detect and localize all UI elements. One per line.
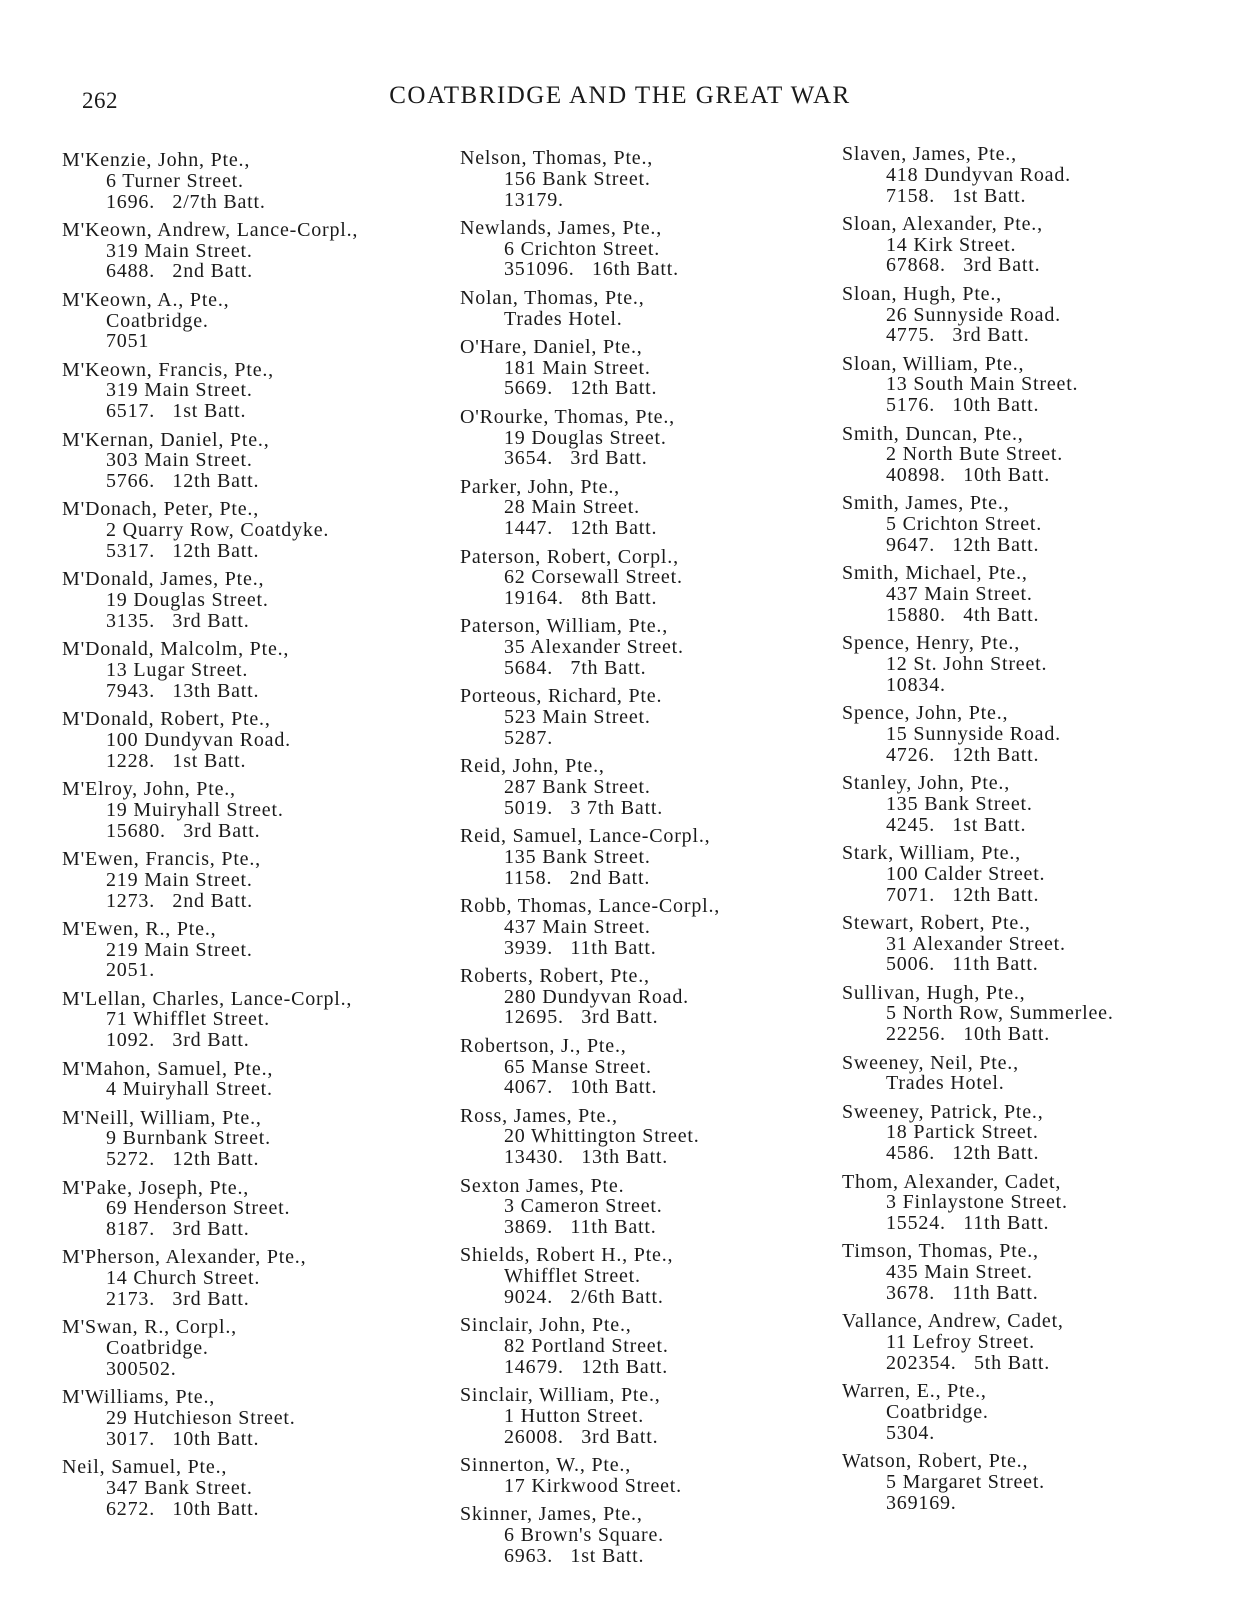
- soldier-service: 369169.: [886, 1491, 957, 1514]
- roll-entry: [842, 493, 1222, 555]
- soldier-service: 1158. 2nd Batt.: [504, 866, 651, 889]
- roll-entry: [460, 616, 840, 678]
- soldier-address: 31 Alexander Street.: [886, 932, 1066, 955]
- soldier-name: Smith, Duncan, Pte.,: [842, 422, 1024, 445]
- soldier-address: 4 Muiryhall Street.: [106, 1078, 273, 1101]
- soldier-address: Coatbridge.: [106, 1337, 209, 1360]
- soldier-address: 5 North Row, Summerlee.: [886, 1002, 1114, 1025]
- roll-entry: [460, 1036, 840, 1098]
- soldier-name: Thom, Alexander, Cadet,: [842, 1170, 1062, 1193]
- roll-entry: [62, 499, 442, 561]
- roll-entry: [842, 1102, 1222, 1164]
- soldier-address: Trades Hotel.: [504, 307, 623, 330]
- soldier-address: 280 Dundyvan Road.: [504, 985, 689, 1008]
- roll-entry: [460, 1176, 840, 1238]
- roll-entry: [842, 354, 1222, 416]
- soldier-service: 1273. 2nd Batt.: [106, 889, 253, 912]
- soldier-service: 15524. 11th Batt.: [886, 1212, 1050, 1235]
- soldier-service: 13430. 13th Batt.: [504, 1146, 669, 1169]
- running-title: COATBRIDGE AND THE GREAT WAR: [389, 82, 851, 109]
- soldier-name: Paterson, William, Pte.,: [460, 615, 669, 638]
- soldier-service: 2051.: [106, 959, 155, 982]
- soldier-name: Sullivan, Hugh, Pte.,: [842, 981, 1026, 1004]
- soldier-name: M'Pherson, Alexander, Pte.,: [62, 1246, 307, 1269]
- roll-entry: [460, 148, 840, 210]
- soldier-address: 523 Main Street.: [504, 706, 651, 729]
- soldier-service: 5176. 10th Batt.: [886, 394, 1040, 417]
- roll-entry: [460, 1504, 840, 1566]
- soldier-service: 7051: [106, 330, 150, 353]
- soldier-name: M'Elroy, John, Pte.,: [62, 778, 236, 801]
- soldier-name: Sweeney, Patrick, Pte.,: [842, 1100, 1044, 1123]
- soldier-service: 6488. 2nd Batt.: [106, 260, 253, 283]
- soldier-name: Watson, Robert, Pte.,: [842, 1450, 1029, 1473]
- soldier-name: O'Hare, Daniel, Pte.,: [460, 335, 643, 358]
- roll-entry: [460, 477, 840, 539]
- roll-entry: [842, 214, 1222, 276]
- page-number: 262: [82, 88, 118, 113]
- roll-entry: [842, 633, 1222, 695]
- soldier-address: 82 Portland Street.: [504, 1335, 669, 1358]
- roll-entry: [842, 983, 1222, 1045]
- soldier-name: Paterson, Robert, Corpl.,: [460, 545, 679, 568]
- roll-entry: [62, 1178, 442, 1240]
- roll-entry: [62, 919, 442, 981]
- soldier-address: 20 Whittington Street.: [504, 1125, 700, 1148]
- roll-entry: [62, 220, 442, 282]
- soldier-service: 19164. 8th Batt.: [504, 587, 658, 610]
- soldier-service: 26008. 3rd Batt.: [504, 1425, 659, 1448]
- soldier-address: 347 Bank Street.: [106, 1476, 253, 1499]
- roll-entry: [842, 144, 1222, 206]
- soldier-name: Sweeney, Neil, Pte.,: [842, 1051, 1019, 1074]
- roll-entry: [842, 1053, 1222, 1095]
- roll-entry: [842, 1311, 1222, 1373]
- soldier-address: 181 Main Street.: [504, 356, 651, 379]
- soldier-address: 18 Partick Street.: [886, 1121, 1039, 1144]
- soldier-name: Ross, James, Pte.,: [460, 1104, 618, 1127]
- roll-entry: [842, 563, 1222, 625]
- soldier-service: 6517. 1st Batt.: [106, 400, 247, 423]
- soldier-address: 15 Sunnyside Road.: [886, 722, 1061, 745]
- roll-entry: [62, 779, 442, 841]
- soldier-address: Whifflet Street.: [504, 1265, 641, 1288]
- soldier-name: Sinclair, John, Pte.,: [460, 1314, 632, 1337]
- soldier-name: Reid, Samuel, Lance-Corpl.,: [460, 825, 711, 848]
- soldier-service: 4775. 3rd Batt.: [886, 324, 1030, 347]
- soldier-service: 5684. 7th Batt.: [504, 657, 647, 680]
- roll-entry: [460, 966, 840, 1028]
- roll-entry: [842, 913, 1222, 975]
- roll-entry: [842, 843, 1222, 905]
- roll-entry: [62, 150, 442, 212]
- roll-entry: [62, 849, 442, 911]
- soldier-address: 3 Cameron Street.: [504, 1195, 663, 1218]
- soldier-address: 5 Crichton Street.: [886, 513, 1043, 536]
- soldier-service: 300502.: [106, 1357, 177, 1380]
- roll-entry: [842, 1381, 1222, 1443]
- soldier-address: 435 Main Street.: [886, 1261, 1033, 1284]
- roll-entry: [62, 360, 442, 422]
- soldier-name: M'Lellan, Charles, Lance-Corpl.,: [62, 987, 353, 1010]
- soldier-service: 5287.: [504, 726, 553, 749]
- soldier-service: 12695. 3rd Batt.: [504, 1006, 659, 1029]
- roll-entry: [62, 639, 442, 701]
- roll-entry: [62, 709, 442, 771]
- soldier-service: 4245. 1st Batt.: [886, 813, 1027, 836]
- soldier-name: M'Kernan, Daniel, Pte.,: [62, 428, 270, 451]
- roll-entry: [62, 989, 442, 1051]
- soldier-address: 3 Finlaystone Street.: [886, 1191, 1068, 1214]
- soldier-name: M'Keown, Francis, Pte.,: [62, 358, 274, 381]
- soldier-name: Sloan, William, Pte.,: [842, 352, 1025, 375]
- roll-entry: [460, 288, 840, 330]
- soldier-name: Stark, William, Pte.,: [842, 841, 1021, 864]
- soldier-name: M'Swan, R., Corpl.,: [62, 1316, 237, 1339]
- soldier-address: 19 Douglas Street.: [106, 589, 269, 612]
- soldier-address: 303 Main Street.: [106, 449, 253, 472]
- soldier-service: 7943. 13th Batt.: [106, 679, 260, 702]
- soldier-address: 26 Sunnyside Road.: [886, 303, 1061, 326]
- roll-entry: [460, 756, 840, 818]
- soldier-service: 3939. 11th Batt.: [504, 936, 657, 959]
- roll-entry: [842, 703, 1222, 765]
- soldier-address: 135 Bank Street.: [886, 792, 1033, 815]
- soldier-name: Robb, Thomas, Lance-Corpl.,: [460, 895, 721, 917]
- soldier-address: 69 Henderson Street.: [106, 1197, 291, 1220]
- soldier-address: 71 Whifflet Street.: [106, 1008, 270, 1031]
- roll-entry: [842, 1172, 1222, 1234]
- soldier-service: 5304.: [886, 1421, 935, 1444]
- soldier-service: 5019. 3 7th Batt.: [504, 796, 664, 819]
- soldier-name: Reid, John, Pte.,: [460, 755, 605, 778]
- soldier-name: M'Donach, Peter, Pte.,: [62, 498, 260, 521]
- soldier-address: 437 Main Street.: [504, 915, 651, 938]
- soldier-service: 2173. 3rd Batt.: [106, 1288, 250, 1311]
- soldier-name: Sexton James, Pte.: [460, 1174, 625, 1197]
- soldier-address: 319 Main Street.: [106, 239, 253, 262]
- soldier-service: 6963. 1st Batt.: [504, 1544, 645, 1567]
- roll-entry: [62, 569, 442, 631]
- soldier-name: Spence, Henry, Pte.,: [842, 632, 1020, 655]
- soldier-service: 5669. 12th Batt.: [504, 377, 658, 400]
- soldier-name: Smith, Michael, Pte.,: [842, 562, 1028, 585]
- soldier-name: Porteous, Richard, Pte.: [460, 685, 663, 708]
- soldier-address: 219 Main Street.: [106, 938, 253, 961]
- roll-entry: [842, 284, 1222, 346]
- soldier-service: 14679. 12th Batt.: [504, 1355, 669, 1378]
- soldier-service: 1092. 3rd Batt.: [106, 1029, 250, 1052]
- soldier-service: 5317. 12th Batt.: [106, 540, 260, 563]
- soldier-name: Newlands, James, Pte.,: [460, 216, 663, 239]
- soldier-address: 100 Calder Street.: [886, 862, 1046, 885]
- soldier-address: 9 Burnbank Street.: [106, 1127, 271, 1150]
- soldier-service: 10834.: [886, 673, 946, 696]
- roll-entry: [460, 1106, 840, 1168]
- roll-entry: [62, 1059, 442, 1101]
- roll-entry: [62, 1457, 442, 1519]
- soldier-service: 9647. 12th Batt.: [886, 534, 1040, 557]
- soldier-name: Timson, Thomas, Pte.,: [842, 1240, 1039, 1263]
- roll-entry: [842, 1451, 1222, 1513]
- soldier-address: 2 North Bute Street.: [886, 443, 1064, 466]
- soldier-address: 5 Margaret Street.: [886, 1470, 1045, 1493]
- soldier-name: Robertson, J., Pte.,: [460, 1034, 627, 1057]
- soldier-service: 1228. 1st Batt.: [106, 749, 247, 772]
- soldier-address: 2 Quarry Row, Coatdyke.: [106, 519, 330, 542]
- soldier-service: 3869. 11th Batt.: [504, 1216, 657, 1239]
- soldier-service: 4067. 10th Batt.: [504, 1076, 658, 1099]
- roll-entry: [62, 430, 442, 492]
- soldier-address: 13 South Main Street.: [886, 373, 1079, 396]
- soldier-address: 14 Church Street.: [106, 1267, 261, 1290]
- soldier-name: Vallance, Andrew, Cadet,: [842, 1310, 1064, 1333]
- roll-entry: [460, 826, 840, 888]
- soldier-service: 1696. 2/7th Batt.: [106, 190, 266, 213]
- soldier-address: 29 Hutchieson Street.: [106, 1407, 296, 1430]
- soldier-name: Sinclair, William, Pte.,: [460, 1384, 661, 1407]
- soldier-service: 15880. 4th Batt.: [886, 603, 1040, 626]
- roll-entry: [460, 337, 840, 399]
- soldier-name: O'Rourke, Thomas, Pte.,: [460, 405, 675, 428]
- soldier-name: M'Donald, James, Pte.,: [62, 568, 265, 591]
- soldier-service: 6272. 10th Batt.: [106, 1497, 260, 1520]
- soldier-address: 100 Dundyvan Road.: [106, 728, 291, 751]
- roll-column-3: [842, 144, 1222, 1521]
- soldier-name: M'Keown, A., Pte.,: [62, 288, 230, 311]
- soldier-address: 19 Douglas Street.: [504, 426, 667, 449]
- soldier-address: 6 Crichton Street.: [504, 237, 661, 260]
- soldier-address: 17 Kirkwood Street.: [504, 1474, 682, 1497]
- soldier-name: Nelson, Thomas, Pte.,: [460, 147, 654, 169]
- soldier-service: 40898. 10th Batt.: [886, 464, 1051, 487]
- soldier-address: 12 St. John Street.: [886, 653, 1048, 676]
- roll-entry: [62, 1317, 442, 1379]
- soldier-address: 135 Bank Street.: [504, 845, 651, 868]
- soldier-service: 7158. 1st Batt.: [886, 184, 1027, 207]
- roll-entry: [62, 1387, 442, 1449]
- soldier-name: Slaven, James, Pte.,: [842, 143, 1017, 165]
- soldier-service: 3017. 10th Batt.: [106, 1427, 260, 1450]
- soldier-service: 67868. 3rd Batt.: [886, 254, 1041, 277]
- roll-entry: [460, 1315, 840, 1377]
- soldier-name: M'Donald, Malcolm, Pte.,: [62, 638, 290, 661]
- soldier-service: 3135. 3rd Batt.: [106, 609, 250, 632]
- soldier-address: 13 Lugar Street.: [106, 659, 249, 682]
- soldier-address: 1 Hutton Street.: [504, 1405, 645, 1428]
- soldier-name: M'Ewen, R., Pte.,: [62, 917, 217, 940]
- soldier-name: M'Neill, William, Pte.,: [62, 1106, 262, 1129]
- soldier-address: 156 Bank Street.: [504, 167, 651, 190]
- soldier-service: 7071. 12th Batt.: [886, 883, 1040, 906]
- soldier-name: Stewart, Robert, Pte.,: [842, 911, 1031, 934]
- soldier-name: M'Keown, Andrew, Lance-Corpl.,: [62, 218, 359, 241]
- soldier-service: 5766. 12th Batt.: [106, 470, 260, 493]
- roll-column-1: [62, 150, 442, 1527]
- soldier-address: 19 Muiryhall Street.: [106, 798, 284, 821]
- roll-entry: [842, 1241, 1222, 1303]
- soldier-service: 351096. 16th Batt.: [504, 258, 679, 281]
- soldier-service: 5272. 12th Batt.: [106, 1148, 260, 1171]
- soldier-address: 62 Corsewall Street.: [504, 566, 683, 589]
- soldier-name: M'Donald, Robert, Pte.,: [62, 708, 271, 731]
- soldier-address: Coatbridge.: [886, 1401, 989, 1424]
- soldier-service: 4726. 12th Batt.: [886, 743, 1040, 766]
- soldier-address: 319 Main Street.: [106, 379, 253, 402]
- soldier-service: 15680. 3rd Batt.: [106, 819, 261, 842]
- soldier-name: Shields, Robert H., Pte.,: [460, 1244, 674, 1267]
- soldier-name: Neil, Samuel, Pte.,: [62, 1456, 228, 1479]
- soldier-name: M'Ewen, Francis, Pte.,: [62, 847, 261, 870]
- soldier-service: 3654. 3rd Batt.: [504, 447, 648, 470]
- soldier-name: Sloan, Alexander, Pte.,: [842, 212, 1043, 235]
- soldier-name: M'Williams, Pte.,: [62, 1386, 216, 1409]
- soldier-name: Nolan, Thomas, Pte.,: [460, 286, 645, 309]
- roll-entry: [62, 1247, 442, 1309]
- soldier-address: Trades Hotel.: [886, 1072, 1005, 1095]
- soldier-address: 287 Bank Street.: [504, 776, 651, 799]
- soldier-name: Roberts, Robert, Pte.,: [460, 964, 650, 987]
- soldier-service: 13179.: [504, 188, 564, 211]
- roll-entry: [62, 1108, 442, 1170]
- soldier-name: Parker, John, Pte.,: [460, 475, 620, 498]
- soldier-address: 35 Alexander Street.: [504, 636, 684, 659]
- soldier-name: Skinner, James, Pte.,: [460, 1503, 643, 1526]
- soldier-service: 1447. 12th Batt.: [504, 517, 658, 540]
- soldier-name: M'Pake, Joseph, Pte.,: [62, 1176, 250, 1199]
- roll-entry: [460, 686, 840, 748]
- roll-column-2: [460, 148, 840, 1574]
- roll-entry: [460, 547, 840, 609]
- roll-entry: [460, 407, 840, 469]
- soldier-name: Sinnerton, W., Pte.,: [460, 1454, 632, 1477]
- soldier-name: Sloan, Hugh, Pte.,: [842, 282, 1002, 305]
- soldier-address: 65 Manse Street.: [504, 1055, 652, 1078]
- soldier-service: 9024. 2/6th Batt.: [504, 1286, 664, 1309]
- soldier-address: 6 Turner Street.: [106, 169, 244, 192]
- soldier-address: 219 Main Street.: [106, 868, 253, 891]
- soldier-name: Warren, E., Pte.,: [842, 1380, 987, 1403]
- roll-entry: [842, 424, 1222, 486]
- soldier-service: 5006. 11th Batt.: [886, 953, 1039, 976]
- soldier-address: 437 Main Street.: [886, 583, 1033, 606]
- soldier-address: 28 Main Street.: [504, 496, 640, 519]
- soldier-service: 4586. 12th Batt.: [886, 1142, 1040, 1165]
- roll-entry: [842, 773, 1222, 835]
- soldier-address: Coatbridge.: [106, 309, 209, 332]
- soldier-address: 11 Lefroy Street.: [886, 1331, 1035, 1354]
- soldier-service: 202354. 5th Batt.: [886, 1351, 1051, 1374]
- soldier-service: 3678. 11th Batt.: [886, 1282, 1039, 1305]
- roll-entry: [460, 896, 840, 958]
- soldier-address: 14 Kirk Street.: [886, 233, 1017, 256]
- soldier-address: 418 Dundyvan Road.: [886, 163, 1071, 186]
- soldier-name: Stanley, John, Pte.,: [842, 772, 1011, 795]
- soldier-name: Spence, John, Pte.,: [842, 702, 1009, 725]
- roll-entry: [460, 218, 840, 280]
- soldier-service: 22256. 10th Batt.: [886, 1023, 1051, 1046]
- roll-entry: [460, 1455, 840, 1497]
- soldier-name: M'Mahon, Samuel, Pte.,: [62, 1057, 274, 1080]
- soldier-name: Smith, James, Pte.,: [842, 492, 1010, 515]
- roll-entry: [460, 1245, 840, 1307]
- soldier-name: M'Kenzie, John, Pte.,: [62, 149, 251, 171]
- roll-entry: [460, 1385, 840, 1447]
- soldier-service: 8187. 3rd Batt.: [106, 1218, 250, 1241]
- soldier-address: 6 Brown's Square.: [504, 1524, 664, 1547]
- roll-entry: [62, 290, 442, 352]
